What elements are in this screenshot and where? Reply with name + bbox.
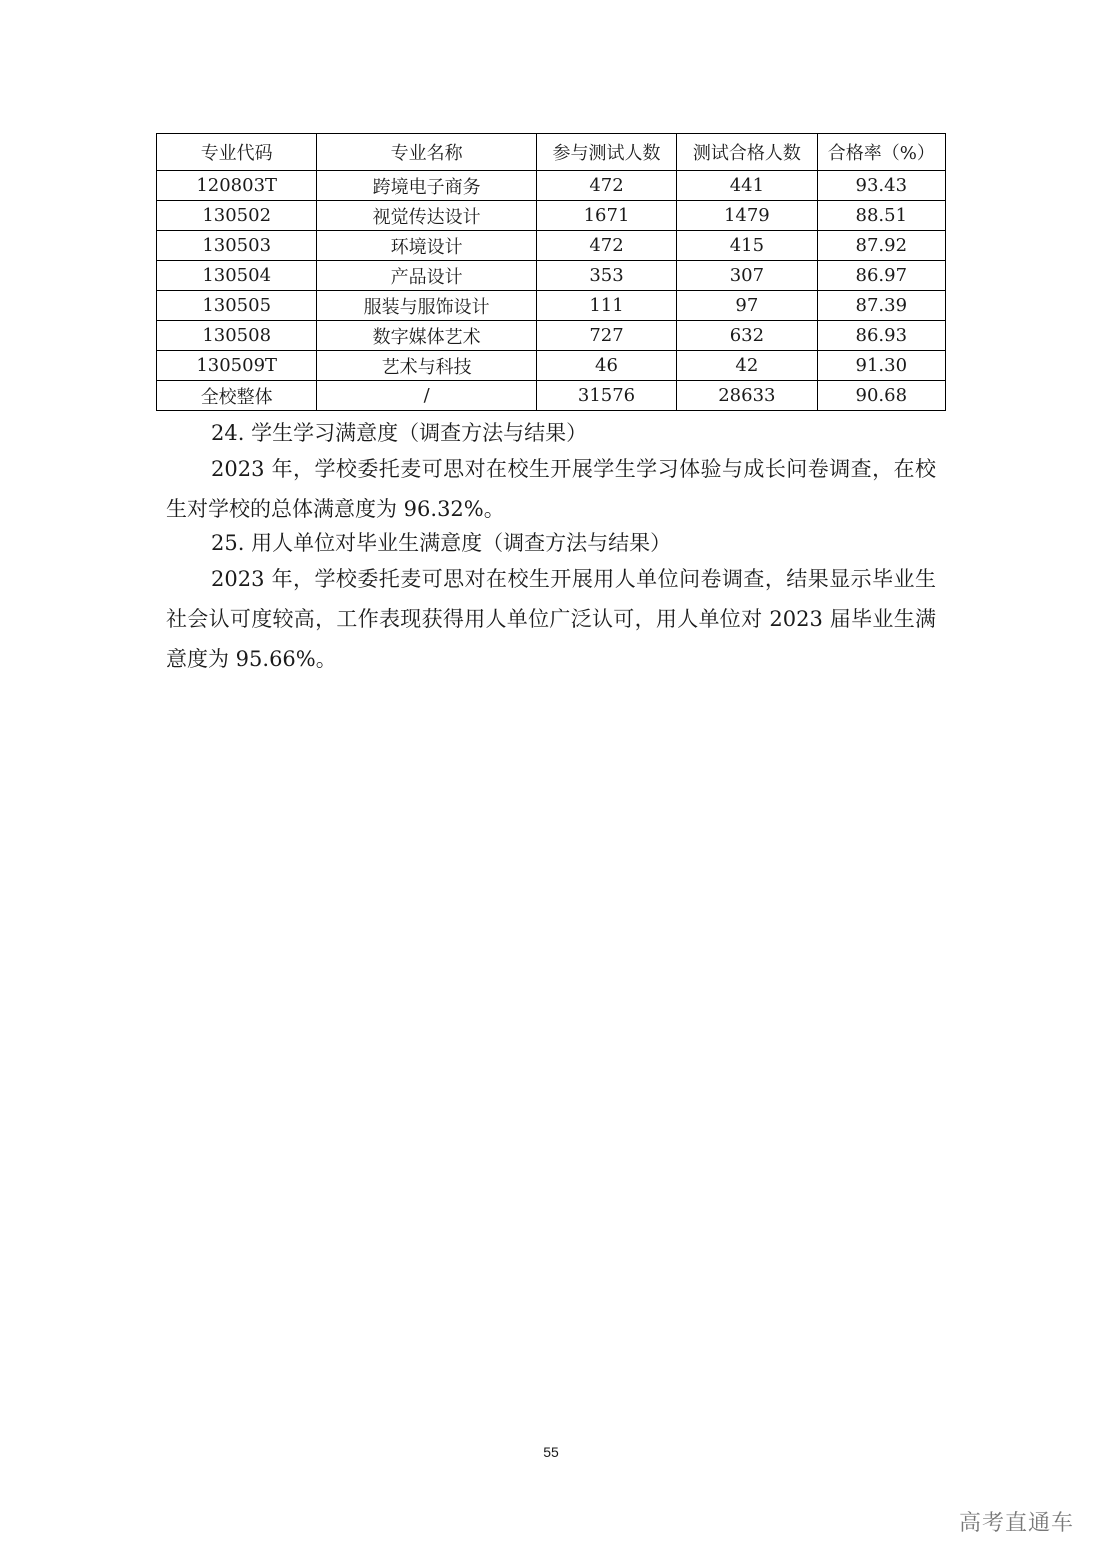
watermark-text: 高考直通车	[958, 1511, 1074, 1536]
cell-pass-rate: 86.97	[817, 261, 945, 291]
cell-major-code: 130509T	[157, 351, 317, 381]
cell-passed: 441	[677, 171, 817, 201]
section-25-body: 2023 年，学校委托麦可思对在校生开展用人单位问卷调查，结果显示毕业生社会认可度较高，工作表现获得用人单位广泛认可，用人单位对 2023 届毕业生满意度为 95.66%。	[166, 567, 936, 671]
cell-passed: 1479	[677, 201, 817, 231]
cell-participants: 46	[536, 351, 676, 381]
cell-major-code: 130504	[157, 261, 317, 291]
table-row	[157, 291, 946, 321]
cell-major-name: /	[317, 381, 536, 411]
cell-major-name: 环境设计	[317, 231, 536, 261]
cell-major-code: 130505	[157, 291, 317, 321]
cell-major-name: 艺术与科技	[317, 351, 536, 381]
cell-major-code: 全校整体	[157, 381, 317, 411]
cell-pass-rate: 86.93	[817, 321, 945, 351]
cell-passed: 307	[677, 261, 817, 291]
header-pass-rate: 合格率（%）	[817, 134, 945, 171]
cell-pass-rate: 91.30	[817, 351, 945, 381]
cell-major-code: 130508	[157, 321, 317, 351]
cell-major-name: 服装与服饰设计	[317, 291, 536, 321]
cell-major-name: 视觉传达设计	[317, 201, 536, 231]
table-row	[157, 201, 946, 231]
cell-passed: 632	[677, 321, 817, 351]
cell-pass-rate: 88.51	[817, 201, 945, 231]
section-24-body: 2023 年，学校委托麦可思对在校生开展学生学习体验与成长问卷调查，在校生对学校的总体满意度为 96.32%。	[166, 457, 936, 521]
page-number: 55	[543, 1444, 559, 1460]
cell-participants: 111	[536, 291, 676, 321]
header-participants: 参与测试人数	[536, 134, 676, 171]
cell-pass-rate: 90.68	[817, 381, 945, 411]
cell-major-code: 120803T	[157, 171, 317, 201]
table-header-row	[157, 134, 946, 171]
cell-participants: 353	[536, 261, 676, 291]
cell-participants: 31576	[536, 381, 676, 411]
cell-participants: 727	[536, 321, 676, 351]
table-row	[157, 231, 946, 261]
section-25-heading: 25. 用人单位对毕业生满意度（调查方法与结果）	[211, 531, 672, 555]
section-24-heading: 24. 学生学习满意度（调查方法与结果）	[211, 421, 588, 445]
cell-pass-rate: 93.43	[817, 171, 945, 201]
cell-major-code: 130503	[157, 231, 317, 261]
table-row	[157, 171, 946, 201]
cell-major-name: 跨境电子商务	[317, 171, 536, 201]
cell-pass-rate: 87.39	[817, 291, 945, 321]
cell-passed: 97	[677, 291, 817, 321]
cell-participants: 472	[536, 171, 676, 201]
cell-pass-rate: 87.92	[817, 231, 945, 261]
cell-passed: 415	[677, 231, 817, 261]
table-row	[157, 321, 946, 351]
table-row	[157, 261, 946, 291]
cell-major-code: 130502	[157, 201, 317, 231]
cell-major-name: 产品设计	[317, 261, 536, 291]
table-row-total	[157, 381, 946, 411]
cell-participants: 1671	[536, 201, 676, 231]
header-major-code: 专业代码	[157, 134, 317, 171]
cell-passed: 42	[677, 351, 817, 381]
table-row	[157, 351, 946, 381]
cell-participants: 472	[536, 231, 676, 261]
header-passed: 测试合格人数	[677, 134, 817, 171]
cell-major-name: 数字媒体艺术	[317, 321, 536, 351]
major-test-results-table	[156, 133, 946, 411]
header-major-name: 专业名称	[317, 134, 536, 171]
cell-passed: 28633	[677, 381, 817, 411]
